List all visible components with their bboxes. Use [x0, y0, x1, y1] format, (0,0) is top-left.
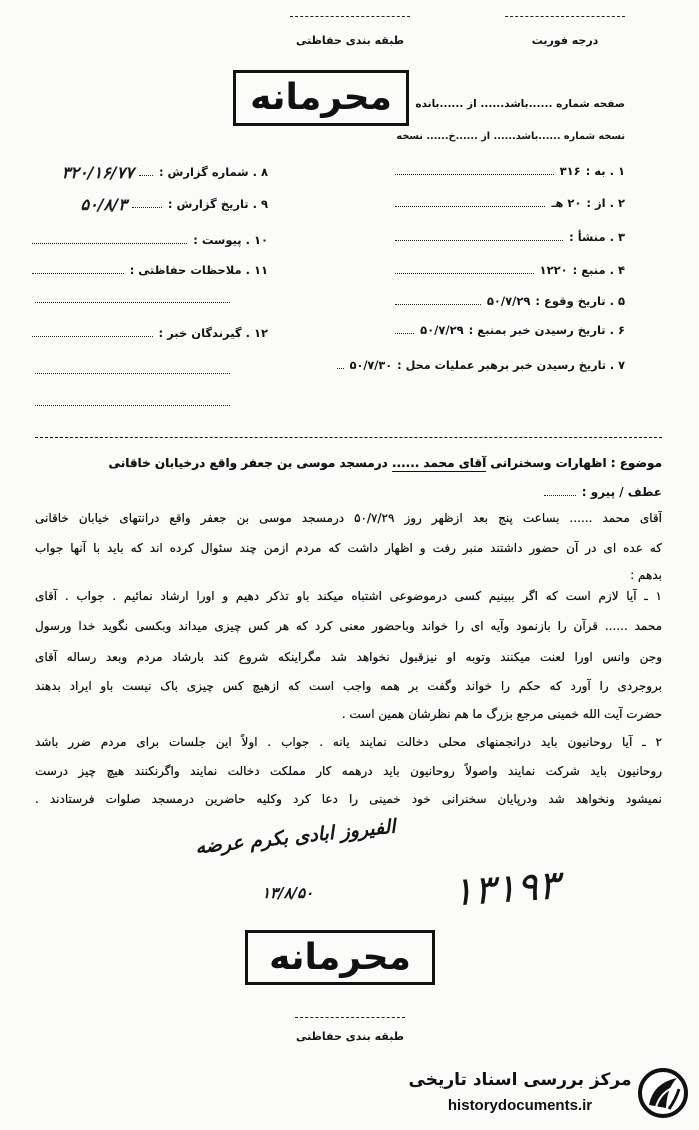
body-line: روحانیون باید شرکت نمایند واصولاً روحانیون باید درهمه کار مملکت دخالت نمایند واگرنکنند هیچ چیز درست	[35, 764, 662, 778]
field-report-number-label: ۸ . شماره گزارش :	[158, 165, 268, 179]
field-recipients	[32, 323, 268, 343]
reference-dots	[544, 495, 576, 496]
field-event-date-dots	[395, 304, 481, 305]
header-separator	[35, 437, 662, 438]
body-line: بروجردی را آورد که حکم را خواند وگفت بر همه واجب است که ازهیچ کس چیزی باک نیست باو ایراد بدهند	[35, 679, 662, 693]
handwritten-date: ۱۳/۸/۵۰	[262, 884, 314, 902]
field-report-date-label: ۹ . تاریخ گزارش :	[167, 197, 268, 211]
security-notes-extra-rule	[35, 302, 230, 303]
body-line: بدهم :	[630, 568, 662, 582]
subject-label: موضوع :	[610, 456, 662, 470]
priority-label: درجه فوریت	[531, 34, 599, 47]
field-security-notes	[32, 260, 268, 280]
field-source-dots	[395, 273, 534, 274]
classification-top-label: طبقه بندی حفاظتی	[295, 34, 405, 47]
body-line: نمیشود ونخواهد شد ودرپایان سخنرانی خود خمینی را دعا کرد وکلیه حاضرین درمسجد صلوات فرستادند .	[35, 792, 662, 806]
archive-logo-icon	[636, 1063, 690, 1121]
field-event-date	[395, 291, 625, 311]
field-report-date-value: ۵۰/۸/۳	[80, 194, 127, 214]
field-to-label: ۱ . به :	[585, 164, 625, 178]
body-line: آقای محمد ...... بساعت پنج بعد ازظهر روز ۵۰/۷/۲۹ درمسجد موسی بن جعفر واقع درانتهای خیابان خاقانی	[35, 511, 662, 525]
body-line: که عده ای در آن حضور داشتند منبر رفت و اظهار داشت که مردم ازمن چند سئوال کرده اند که باید با آنها جواب	[35, 541, 662, 555]
body-line: ۱ ـ آیا لازم است که اگر ببینیم کسی درموضوعی اشتباه میکند باو تذکر دهیم و اورا ارشاد نمائیم . جواب . آقای	[35, 589, 662, 603]
reference-line	[544, 483, 662, 501]
field-operations-received-date	[337, 355, 625, 375]
body-line: وجن وانس اورا لعنت میکنند وتوبه او نیزقبول نخواهد شد مگراینکه شروع کند بارشاد مردم وبعد رساله آقای	[35, 650, 662, 664]
field-recipients-label: ۱۲ . گیرندگان خبر :	[158, 326, 268, 340]
field-report-date	[28, 194, 268, 214]
footer-org-name: مرکز بررسی اسناد تاریخی	[408, 1070, 632, 1090]
recipients-extra-rule-2	[35, 405, 230, 406]
handwritten-file-number: ۱۳۱۹۳	[450, 862, 561, 916]
priority-rule	[505, 16, 625, 17]
field-source-received-date-dots	[395, 333, 414, 334]
classification-bottom-label: طبقه بندی حفاظتی	[295, 1030, 405, 1043]
field-report-number	[28, 162, 268, 182]
field-from-value: ۲۰ هـ	[551, 196, 582, 210]
field-source-label: ۴ . منبع :	[572, 263, 625, 277]
page-number-line: صفحه شماره ......باشد...... از ......بانده	[415, 98, 625, 110]
field-security-notes-dots	[32, 273, 124, 274]
field-to-dots	[395, 174, 554, 175]
confidential-stamp-bottom-text: محرمانه	[269, 936, 411, 978]
subject-text-after: درمسجد موسی بن جعفر واقع درخیابان خاقانی	[108, 456, 388, 470]
field-source-received-date-value: ۵۰/۷/۲۹	[420, 323, 464, 337]
copy-number-line: نسخه شماره ......باشد...... از ......خ...... نسخه	[396, 131, 625, 142]
handwritten-note: الفیروز ابادی بکرم عرضه	[194, 815, 397, 859]
subject-line	[35, 454, 662, 472]
classification-top-rule	[290, 16, 410, 17]
body-line: ۲ ـ آیا روحانیون باید درانجمنهای محلی دخالت نمایند یانه . جواب . اولاً این جلسات برای مردم ضرر باشد	[35, 735, 662, 749]
field-security-notes-label: ۱۱ . ملاحظات حفاظتی :	[129, 263, 268, 277]
field-attachment-label: ۱۰ . پیوست :	[193, 233, 268, 247]
confidential-stamp-top-text: محرمانه	[250, 77, 392, 118]
field-to	[395, 161, 625, 181]
field-report-number-dots	[139, 175, 153, 176]
field-attachment-dots	[32, 243, 187, 244]
field-origin-label: ۳ . منشأ :	[569, 230, 625, 244]
field-origin	[395, 227, 625, 247]
field-event-date-value: ۵۰/۷/۲۹	[486, 294, 531, 308]
field-source-value: ۱۲۲۰	[539, 263, 568, 277]
field-report-date-dots	[132, 207, 162, 208]
field-operations-received-date-value: ۵۰/۷/۳۰	[349, 358, 393, 372]
recipients-extra-rule-1	[35, 373, 230, 374]
field-source-received-date	[395, 320, 625, 340]
field-report-number-value: ۳۲۰/۱۶/۷۷	[61, 162, 134, 182]
field-recipients-dots	[32, 336, 153, 337]
field-to-value: ۳۱۶	[559, 164, 581, 178]
field-from-label: ۲ . از :	[586, 196, 625, 210]
subject-text-before: اظهارات وسخنرانی	[490, 456, 607, 470]
field-event-date-label: ۵ . تاریخ وقوع :	[535, 294, 625, 308]
field-operations-received-date-dots	[337, 368, 344, 369]
field-from	[395, 193, 625, 213]
subject-highlighted-name: آقای محمد ......	[392, 456, 486, 472]
footer-website: historydocuments.ir	[447, 1097, 593, 1114]
field-from-dots	[395, 206, 545, 207]
field-operations-received-date-label: ۷ . تاریخ رسیدن خبر برهبر عملیات محل :	[397, 358, 625, 372]
classification-bottom-rule	[295, 1017, 405, 1018]
body-line: حضرت آیت الله خمینی مرجع بزرگ ما هم نظرشان همین است .	[341, 707, 662, 721]
confidential-stamp-bottom	[245, 930, 435, 985]
field-source-received-date-label: ۶ . تاریخ رسیدن خبر بمنبع :	[468, 323, 625, 337]
confidential-stamp-top	[233, 70, 409, 126]
field-source	[395, 260, 625, 280]
body-line: محمد ...... قرآن را بازنمود وآیه ای را خواند وباحضور معنی کرد که هر کس چیزی میداند وبکسی نگوید خدا ورسول	[35, 619, 662, 633]
field-attachment	[32, 230, 268, 250]
reference-label: عطف / پیرو :	[581, 485, 662, 499]
field-origin-dots	[395, 240, 563, 241]
